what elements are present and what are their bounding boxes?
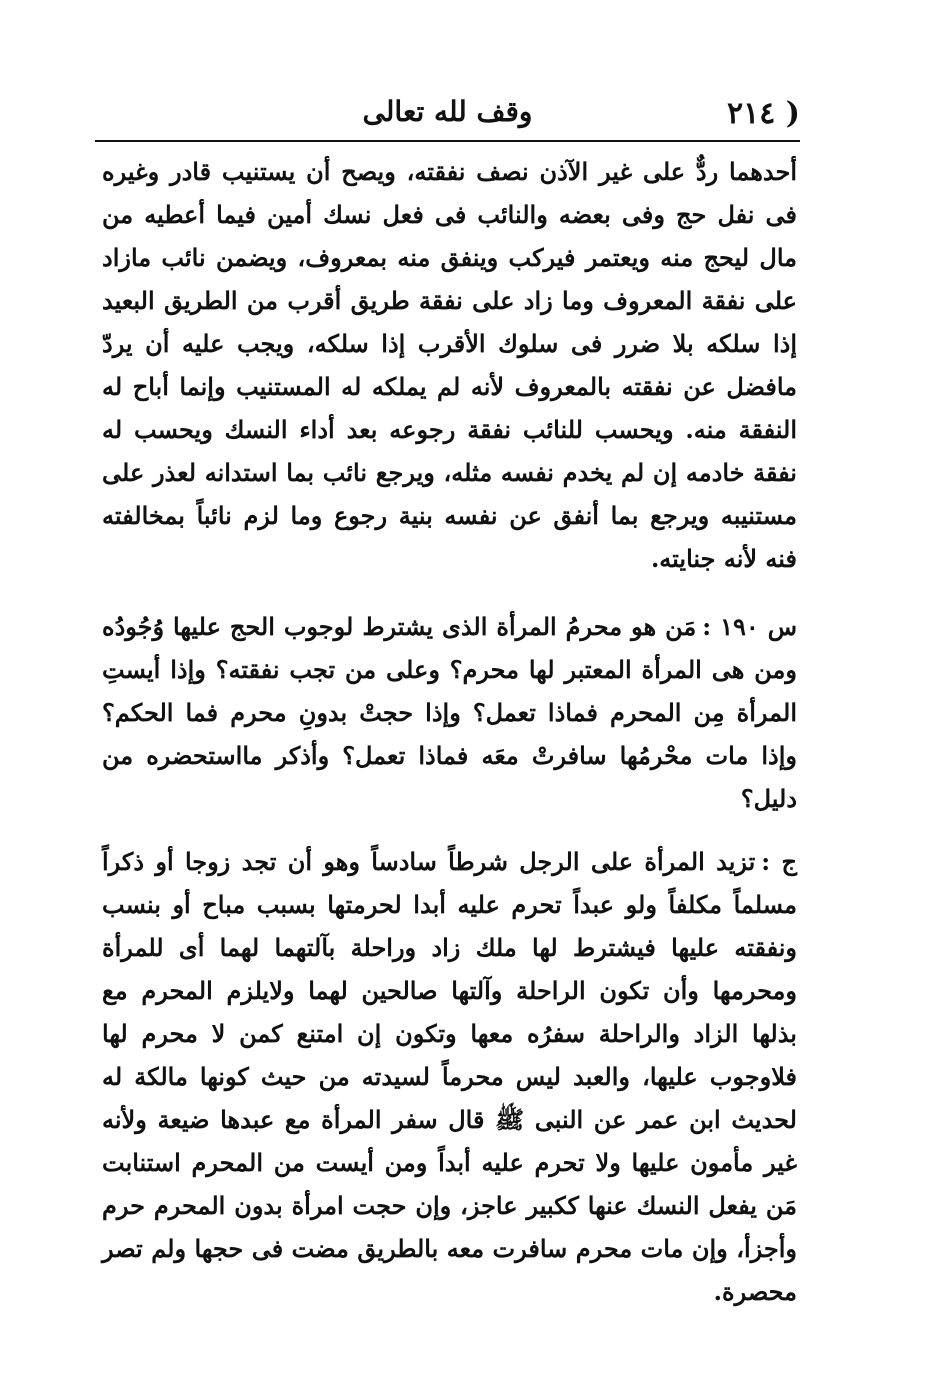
question-paragraph: [102, 605, 797, 820]
header-rule: [95, 140, 800, 142]
running-title: وقف لله تعالى: [362, 95, 533, 128]
page-header: [95, 88, 800, 138]
question-label: س ١٩٠ :: [702, 612, 797, 641]
page-body: [102, 150, 797, 1313]
paragraph-gap: [102, 580, 797, 605]
answer-label: ج :: [761, 847, 797, 876]
answer-text: تزيد المرأة على الرجل شرطاً سادساً وهو أن تجد زوجا أو ذكراً مسلماً مكلفاً ولو عبداً تحرم عليه أبدا لحرمتها بسبب مباح أو بنسب ونفقته عليها فيشترط لها ملك زاد وراحلة بآلتهما لهما أى للمرأة ومحرمها وأن تكون الراحلة وآلتها صالحين لهما ولايلزم المحرم مع بذلها الزاد والراحلة سفرُه معها وتكون إن امتنع كمن لا محرم لها فلاوجوب عليها، والعبد ليس محرماً لسيدته من حيث كونها مالكة له لحديث ابن عمر عن النبى ﷺ قال سفر المرأة مع عبدها ضيعة ولأنه غير مأمون عليها ولا تحرم عليه أبداً ومن أيست من المحرم استنابت مَن يفعل النسك عنها ككبير عاجز، وإن حجت امرأة بدون المحرم حرم وأجزأ، وإن مات محرم سافرت معه بالطريق مضت فى حجها ولم تصر محصرة.: [102, 847, 797, 1306]
question-text: مَن هو محرمُ المرأة الذى يشترط لوجوب الحج عليها وُجُودُه ومن هى المرأة المعتبر لها محرم؟ وعلى من تجب نفقته؟ وإذا أيستِ المرأة مِن المحرم فماذا تعمل؟ وإذا حجتْ بدونِ محرم فما الحكم؟ وإذا مات محْرمُها سافرتْ معَه فماذا تعمل؟ وأذكر مااستحضره من دليل؟: [102, 612, 798, 813]
page-number: ( ٢١٤: [727, 96, 800, 131]
answer-paragraph: [102, 840, 797, 1313]
paragraph-continuation: أحدهما ردٌّ على غير الآذن نصف نفقته، ويصح أن يستنيب قادر وغيره فى نفل حج وفى بعضه والنائب فى فعل نسك أمين فيما أعطيه من مال ليحج منه ويعتمر فيركب وينفق منه بمعروف، ويضمن نائب مازاد على نفقة المعروف وما زاد على نفقة طريق أقرب من الطريق البعيد إذا سلكه بلا ضرر فى سلوك الأقرب إذا سلكه، ويجب عليه أن يردّ مافضل عن نفقته بالمعروف لأنه لم يملكه له المستنيب وإنما أباح له النفقة منه. ويحسب للنائب نفقة رجوعه بعد أداء النسك ويحسب له نفقة خادمه إن لم يخدم نفسه مثله، ويرجع نائب بما استدانه لعذر على مستنيبه ويرجع بما أنفق عن نفسه بنية رجوع وما لزم نائباً بمخالفته فنه لأنه جنايته.: [102, 157, 798, 573]
paragraph-gap: [102, 820, 797, 840]
